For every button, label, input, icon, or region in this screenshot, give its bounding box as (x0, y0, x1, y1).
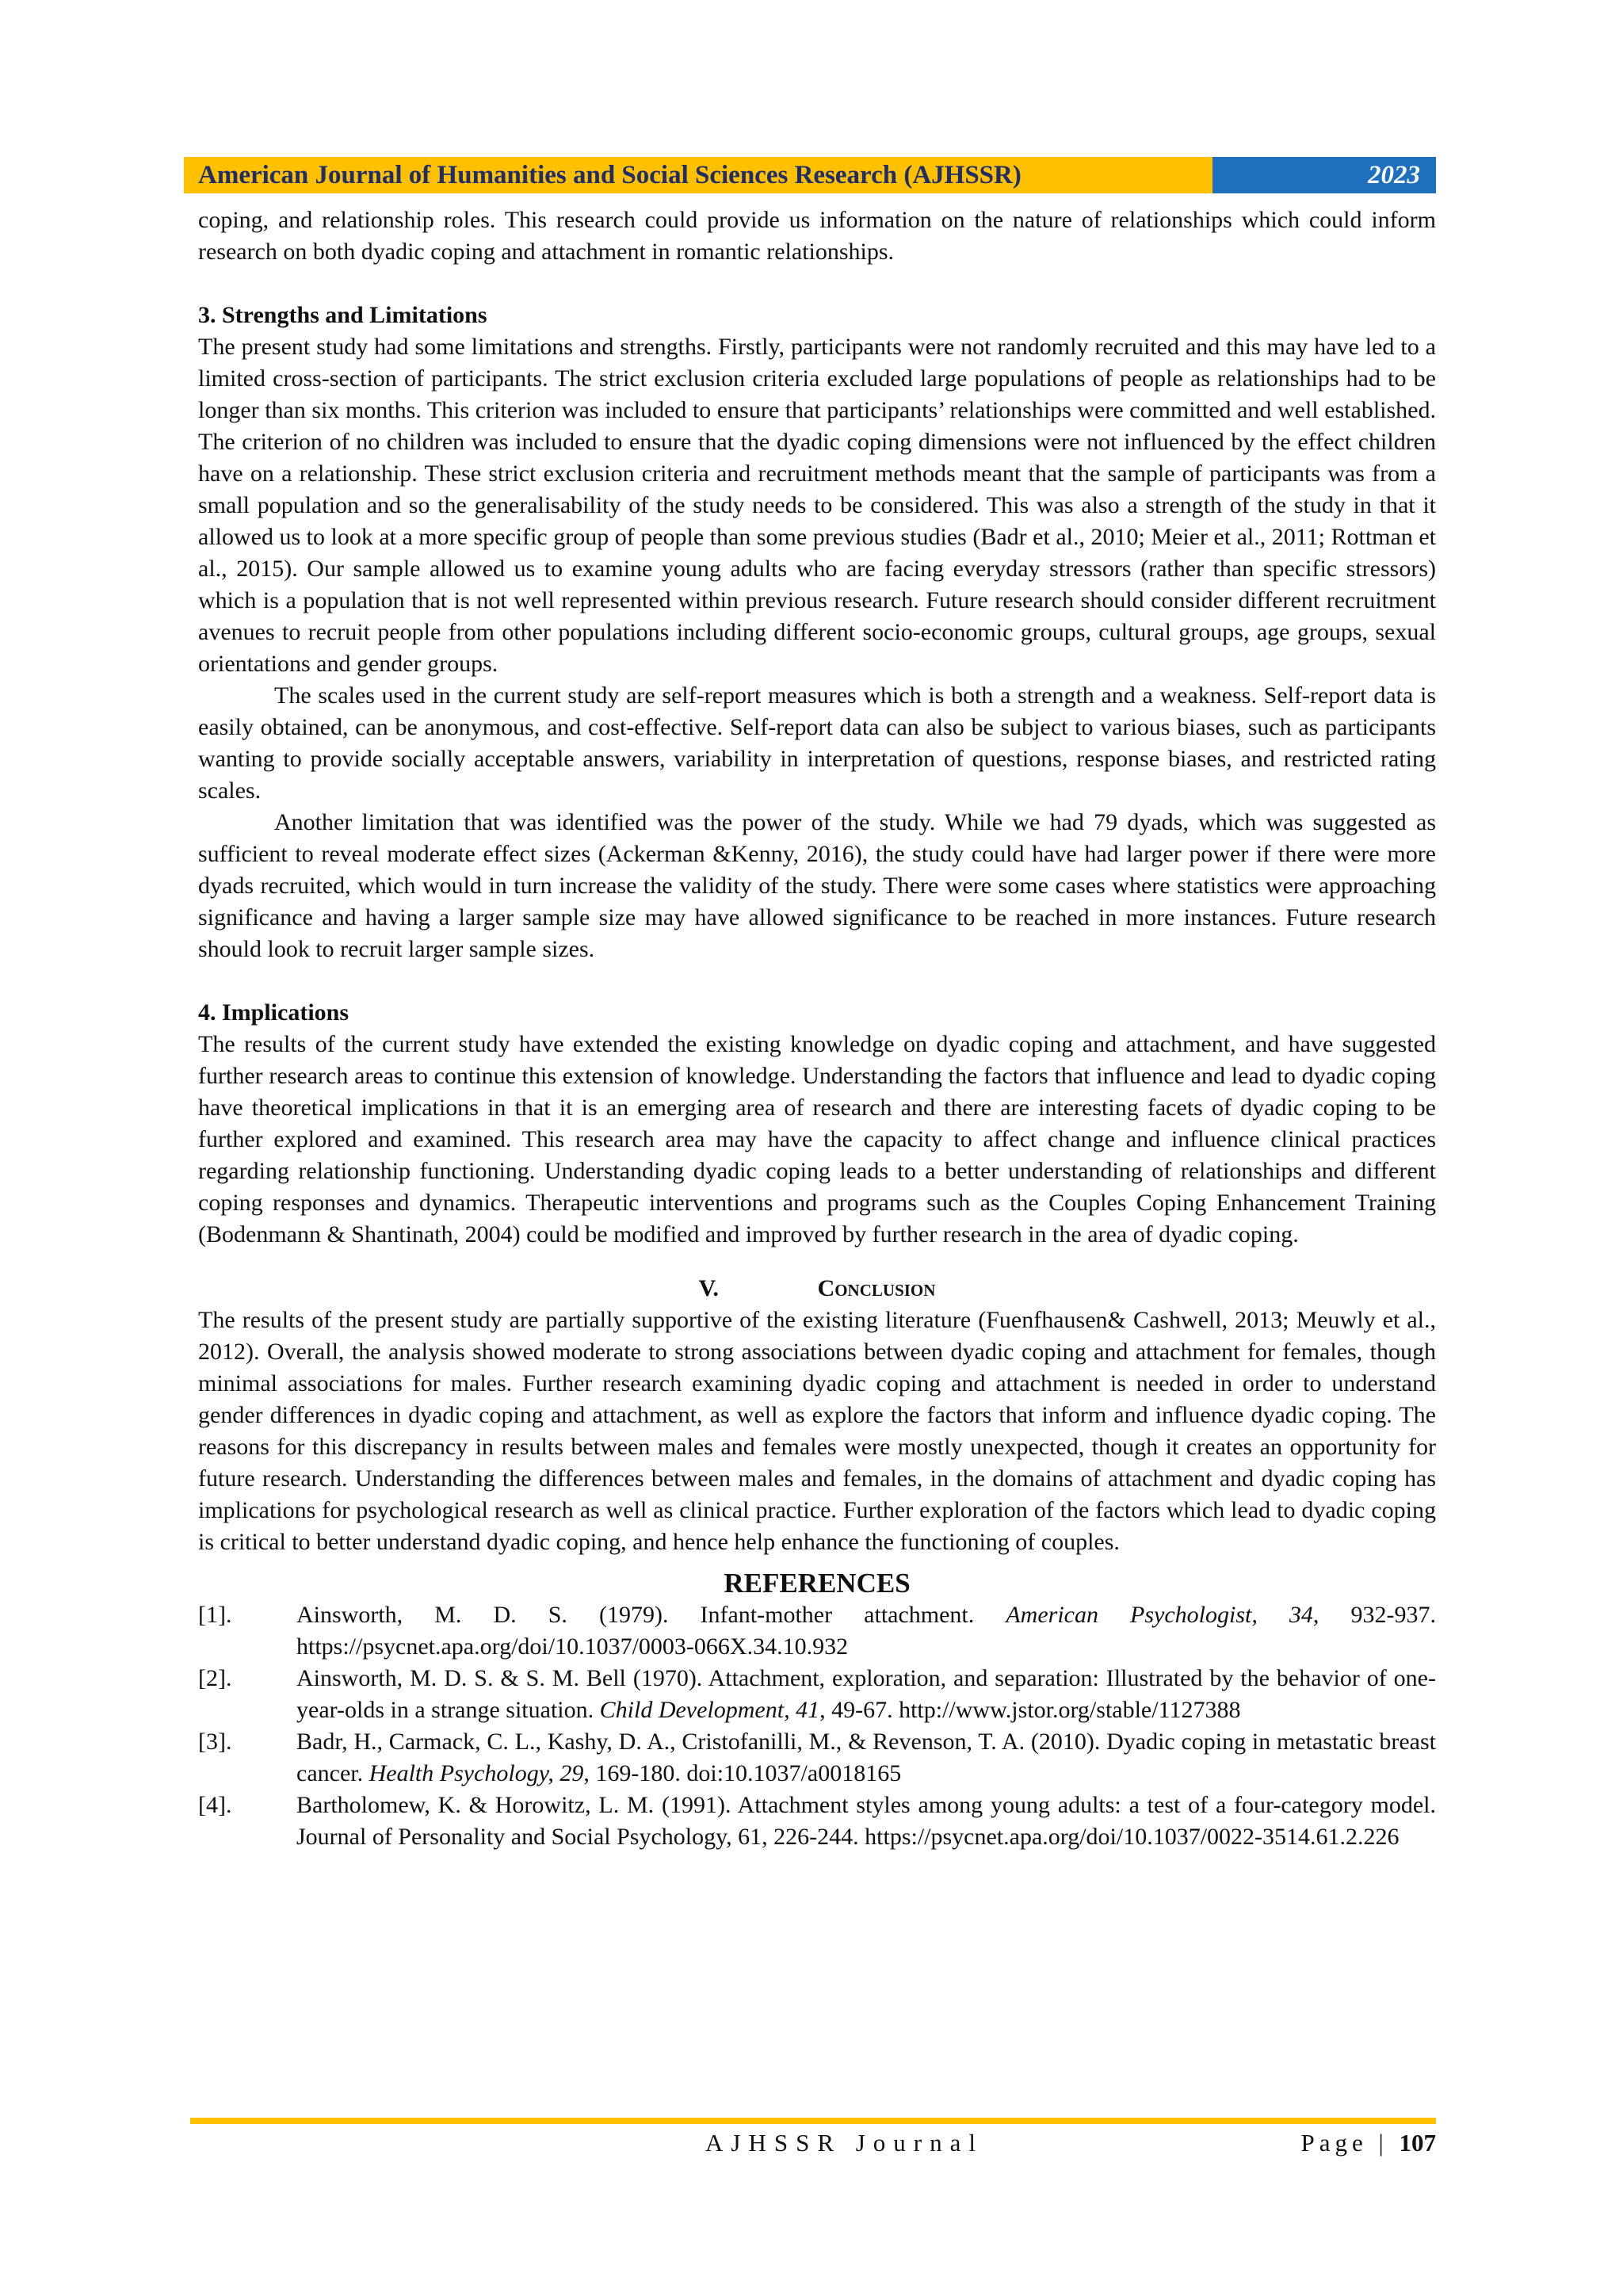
reference-text: Bartholomew, K. & Horowitz, L. M. (1991). Attachment styles among young adults: a test of a four-category model. Journal of Personality and Social Psychology, 61, 226-244. https://psycnet.apa.org/doi/10.1037/0022-3514.61.2.226 (296, 1792, 1436, 1850)
reference-text: Badr, H., Carmack, C. L., Kashy, D. A., Cristofanilli, M., & Revenson, T. A. (2010). Dyadic coping in metastatic breast cancer. Health Psychology, 29, 169-180. doi:10.1037/a0018165 (296, 1729, 1436, 1786)
section-heading-implications: 4. Implications (198, 999, 349, 1026)
reference-text: Ainsworth, M. D. S. (1979). Infant-mother attachment. American Psychologist, 34, 932-937. https://psycnet.apa.org/doi/10.1037/0003-066X.34.10.932 (296, 1602, 1436, 1660)
paragraph-implications: The results of the current study have extended the existing knowledge on dyadic coping and attachment, and have suggested further research areas to continue this extension of knowledge. Understanding the factors that influence and lead to dyadic coping have theoretical implications in that it is an emerging area of research and there are interesting facets of dyadic coping to be further explored and examined. This research area may have the capacity to affect change and influence clinical practices regarding relationship functioning. Understanding dyadic coping leads to a better understanding of relationships and different coping responses and dynamics. Therapeutic interventions and programs such as the Couples Coping Enhancement Training (Bodenmann & Shantinath, 2004) could be modified and improved by further research in the area of dyadic coping. (198, 1031, 1436, 1247)
reference-journal: American Psychologist, 34 (1006, 1602, 1313, 1628)
references-heading: REFERENCES (724, 1568, 911, 1599)
reference-number: [1]. (198, 1602, 232, 1628)
reference-number: [3]. (198, 1729, 232, 1755)
page-content (198, 204, 1436, 1853)
conclusion-heading (198, 1273, 1436, 1305)
reference-number: [4]. (198, 1792, 232, 1818)
reference-journal: Child Development, 41 (599, 1697, 820, 1723)
journal-title: American Journal of Humanities and Social Sciences Research (AJHSSR) (184, 157, 1212, 193)
footer-page (1301, 2126, 1436, 2160)
section-heading-strengths: 3. Strengths and Limitations (198, 302, 487, 328)
journal-year: 2023 (1212, 157, 1436, 193)
paragraph-intro: coping, and relationship roles. This research could provide us information on the nature of relationships which could inform research on both dyadic coping and attachment in romantic relationships. (198, 207, 1436, 265)
reference-number: [2]. (198, 1665, 232, 1691)
paragraph-strengths-1: The present study had some limitations and strengths. Firstly, participants were not randomly recruited and this may have led to a limited cross-section of participants. The strict exclusion criteria excluded large populations of people as relationships had to be longer than six months. This criterion was included to ensure that participants’ relationships were committed and well established. The criterion of no children was included to ensure that the dyadic coping dimensions were not influenced by the effect children have on a relationship. These strict exclusion criteria and recruitment methods meant that the sample of participants was from a small population and so the generalisability of the study needs to be considered. This was also a strength of the study in that it allowed us to look at a more specific group of people than some previous studies (Badr et al., 2010; Meier et al., 2011; Rottman et al., 2015). Our sample allowed us to examine young adults who are facing everyday stressors (rather than specific stressors) which is a population that is not well represented within previous research. Future research should consider different recruitment avenues to recruit people from other populations including different socio-economic groups, cultural groups, age groups, sexual orientations and gender groups. (198, 334, 1436, 677)
reference-item (198, 1599, 1436, 1663)
page-number: 107 (1399, 2129, 1436, 2157)
conclusion-title: Conclusion (817, 1275, 936, 1301)
paragraph-strengths-3: Another limitation that was identified was the power of the study. While we had 79 dyads, which was suggested as sufficient to reveal moderate effect sizes (Ackerman &Kenny, 2016), the study could have had larger power if there were more dyads recruited, which would in turn increase the validity of the study. There were some cases where statistics were approaching significance and having a larger sample size may have allowed significance to be reached in more instances. Future research should look to recruit larger sample sizes. (198, 809, 1436, 962)
reference-item (198, 1663, 1436, 1726)
page-footer (190, 2126, 1436, 2160)
conclusion-number: V. (698, 1275, 719, 1301)
footer-divider (190, 2118, 1436, 2124)
paragraph-strengths-2: The scales used in the current study are self-report measures which is both a strength and a weakness. Self-report data is easily obtained, can be anonymous, and cost-effective. Self-report data can also be subject to various biases, such as participants wanting to provide socially acceptable answers, variability in interpretation of questions, response biases, and restricted rating scales. (198, 682, 1436, 804)
reference-item (198, 1726, 1436, 1790)
reference-item (198, 1790, 1436, 1853)
footer-page-label: Page | (1300, 2129, 1388, 2157)
journal-header (184, 157, 1436, 193)
reference-text: Ainsworth, M. D. S. & S. M. Bell (1970). Attachment, exploration, and separation: Illustrated by the behavior of one-year-olds in a strange situation. Child Development, 41, 49-67. http://www.jstor.org/stable/1127388 (296, 1665, 1436, 1723)
reference-journal: Health Psychology, 29 (369, 1760, 584, 1786)
paragraph-conclusion: The results of the present study are partially supportive of the existing literature (Fuenfhausen& Cashwell, 2013; Meuwly et al., 2012). Overall, the analysis showed moderate to strong associations between dyadic coping and attachment for females, though minimal associations for males. Further research examining dyadic coping and attachment is needed in order to understand gender differences in dyadic coping and attachment, as well as explore the factors that inform and influence dyadic coping. The reasons for this discrepancy in results between males and females were mostly unexpected, though it creates an opportunity for future research. Understanding the differences between males and females, in the domains of attachment and dyadic coping has implications for psychological research as well as clinical practice. Further exploration of the factors which lead to dyadic coping is critical to better understand dyadic coping, and hence help enhance the functioning of couples. (198, 1307, 1436, 1555)
footer-journal: AJHSSR Journal (705, 2129, 984, 2157)
